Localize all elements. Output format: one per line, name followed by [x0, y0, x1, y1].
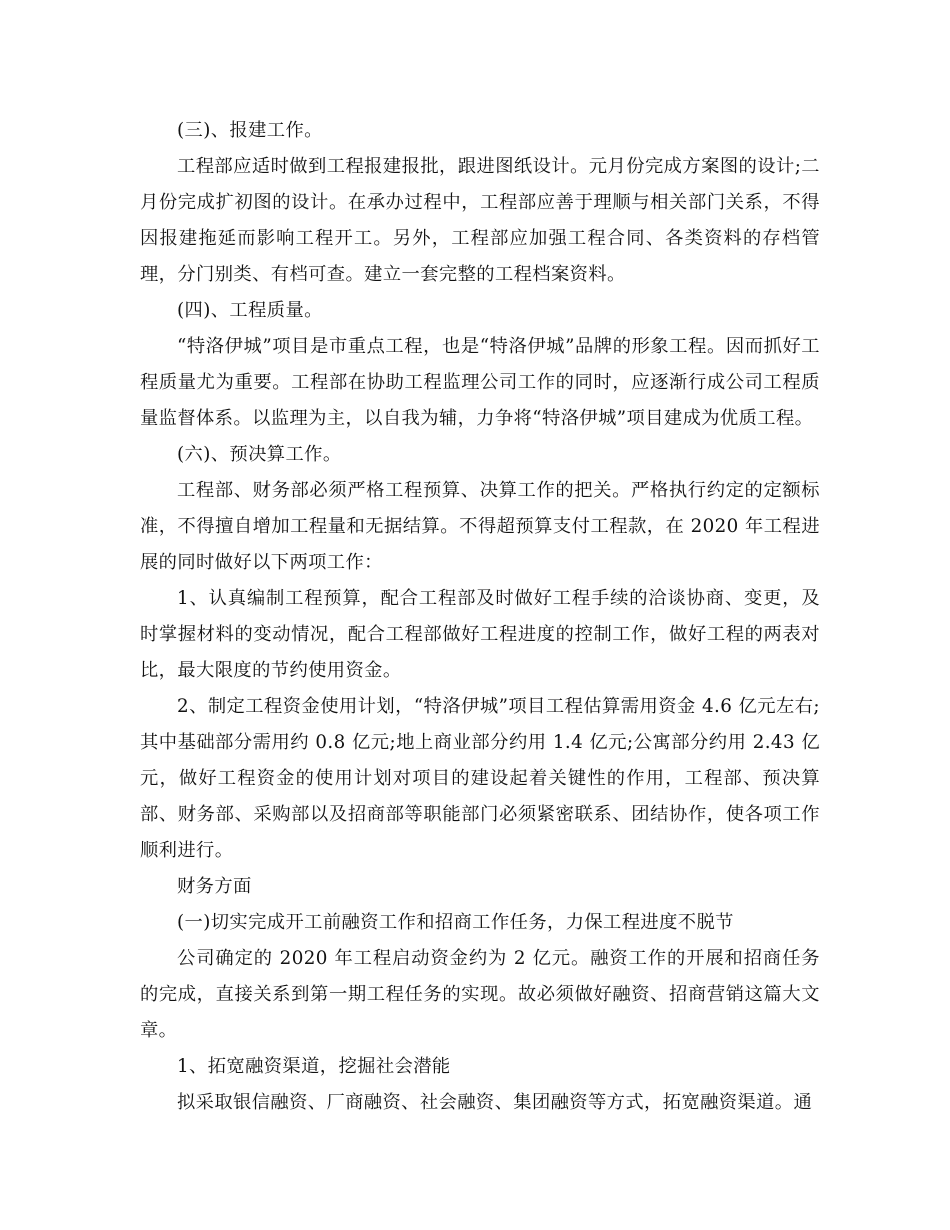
section-heading-finance: 财务方面 — [177, 876, 252, 897]
paragraph-construction-permit: 工程部应适时做到工程报建报批，跟进图纸设计。元月份完成方案图的设计;二月份完成扩初图的设计。在承办过程中，工程部应善于理顺与相关部门关系，不得因报建拖延而影响工程开工。另外，工程部应加强工程合同、各类资料的存档管理，分门别类、有档可查。建立一套完整的工程档案资料。 — [140, 156, 820, 285]
subsection-heading-financing: (一)切实完成开工前融资工作和招商工作任务，力保工程进度不脱节 — [177, 912, 734, 933]
subsection-heading-financing-channels: 1、拓宽融资渠道，挖掘社会潜能 — [177, 1056, 451, 1077]
paragraph-engineering-quality: “特洛伊城”项目是市重点工程，也是“特洛伊城”品牌的形象工程。因而抓好工程质量尤为重要。工程部在协助工程监理公司工作的同时，应逐渐行成公司工程质量监督体系。以监理为主，以自我为辅，力争将“特洛伊城”项目建成为优质工程。 — [140, 336, 820, 429]
paragraph-financing: 公司确定的 2020 年工程启动资金约为 2 亿元。融资工作的开展和招商任务的完成，直接关系到第一期工程任务的实现。故必须做好融资、招商营销这篇大文章。 — [140, 948, 820, 1041]
paragraph-budget-item-1: 1、认真编制工程预算，配合工程部及时做好工程手续的洽谈协商、变更，及时掌握材料的变动情况，配合工程部做好工程进度的控制工作，做好工程的两表对比，最大限度的节约使用资金。 — [140, 588, 820, 681]
paragraph-budget-settlement: 工程部、财务部必须严格工程预算、决算工作的把关。严格执行约定的定额标准，不得擅自增加工程量和无据结算。不得超预算支付工程款，在 2020 年工程进展的同时做好以下两项工作： — [140, 480, 820, 573]
paragraph-financing-channels: 拟采取银信融资、厂商融资、社会融资、集团融资等方式，拓宽融资渠道。通 — [177, 1092, 813, 1113]
section-heading-budget-settlement: (六)、预决算工作。 — [177, 444, 342, 465]
document-body — [140, 113, 820, 1121]
paragraph-budget-item-2: 2、制定工程资金使用计划，“特洛伊城”项目工程估算需用资金 4.6 亿元左右;其中基础部分需用约 0.8 亿元;地上商业部分约用 1.4 亿元;公寓部分约用 2.43 亿元，做好工程资金的使用计划对项目的建设起着关键性的作用，工程部、预决算部、财务部、采购部以及招商部等职能部门必须紧密联系、团结协作，使各项工作顺利进行。 — [140, 696, 820, 861]
section-heading-engineering-quality: (四)、工程质量。 — [177, 300, 323, 321]
section-heading-construction-permit: (三)、报建工作。 — [177, 120, 323, 141]
